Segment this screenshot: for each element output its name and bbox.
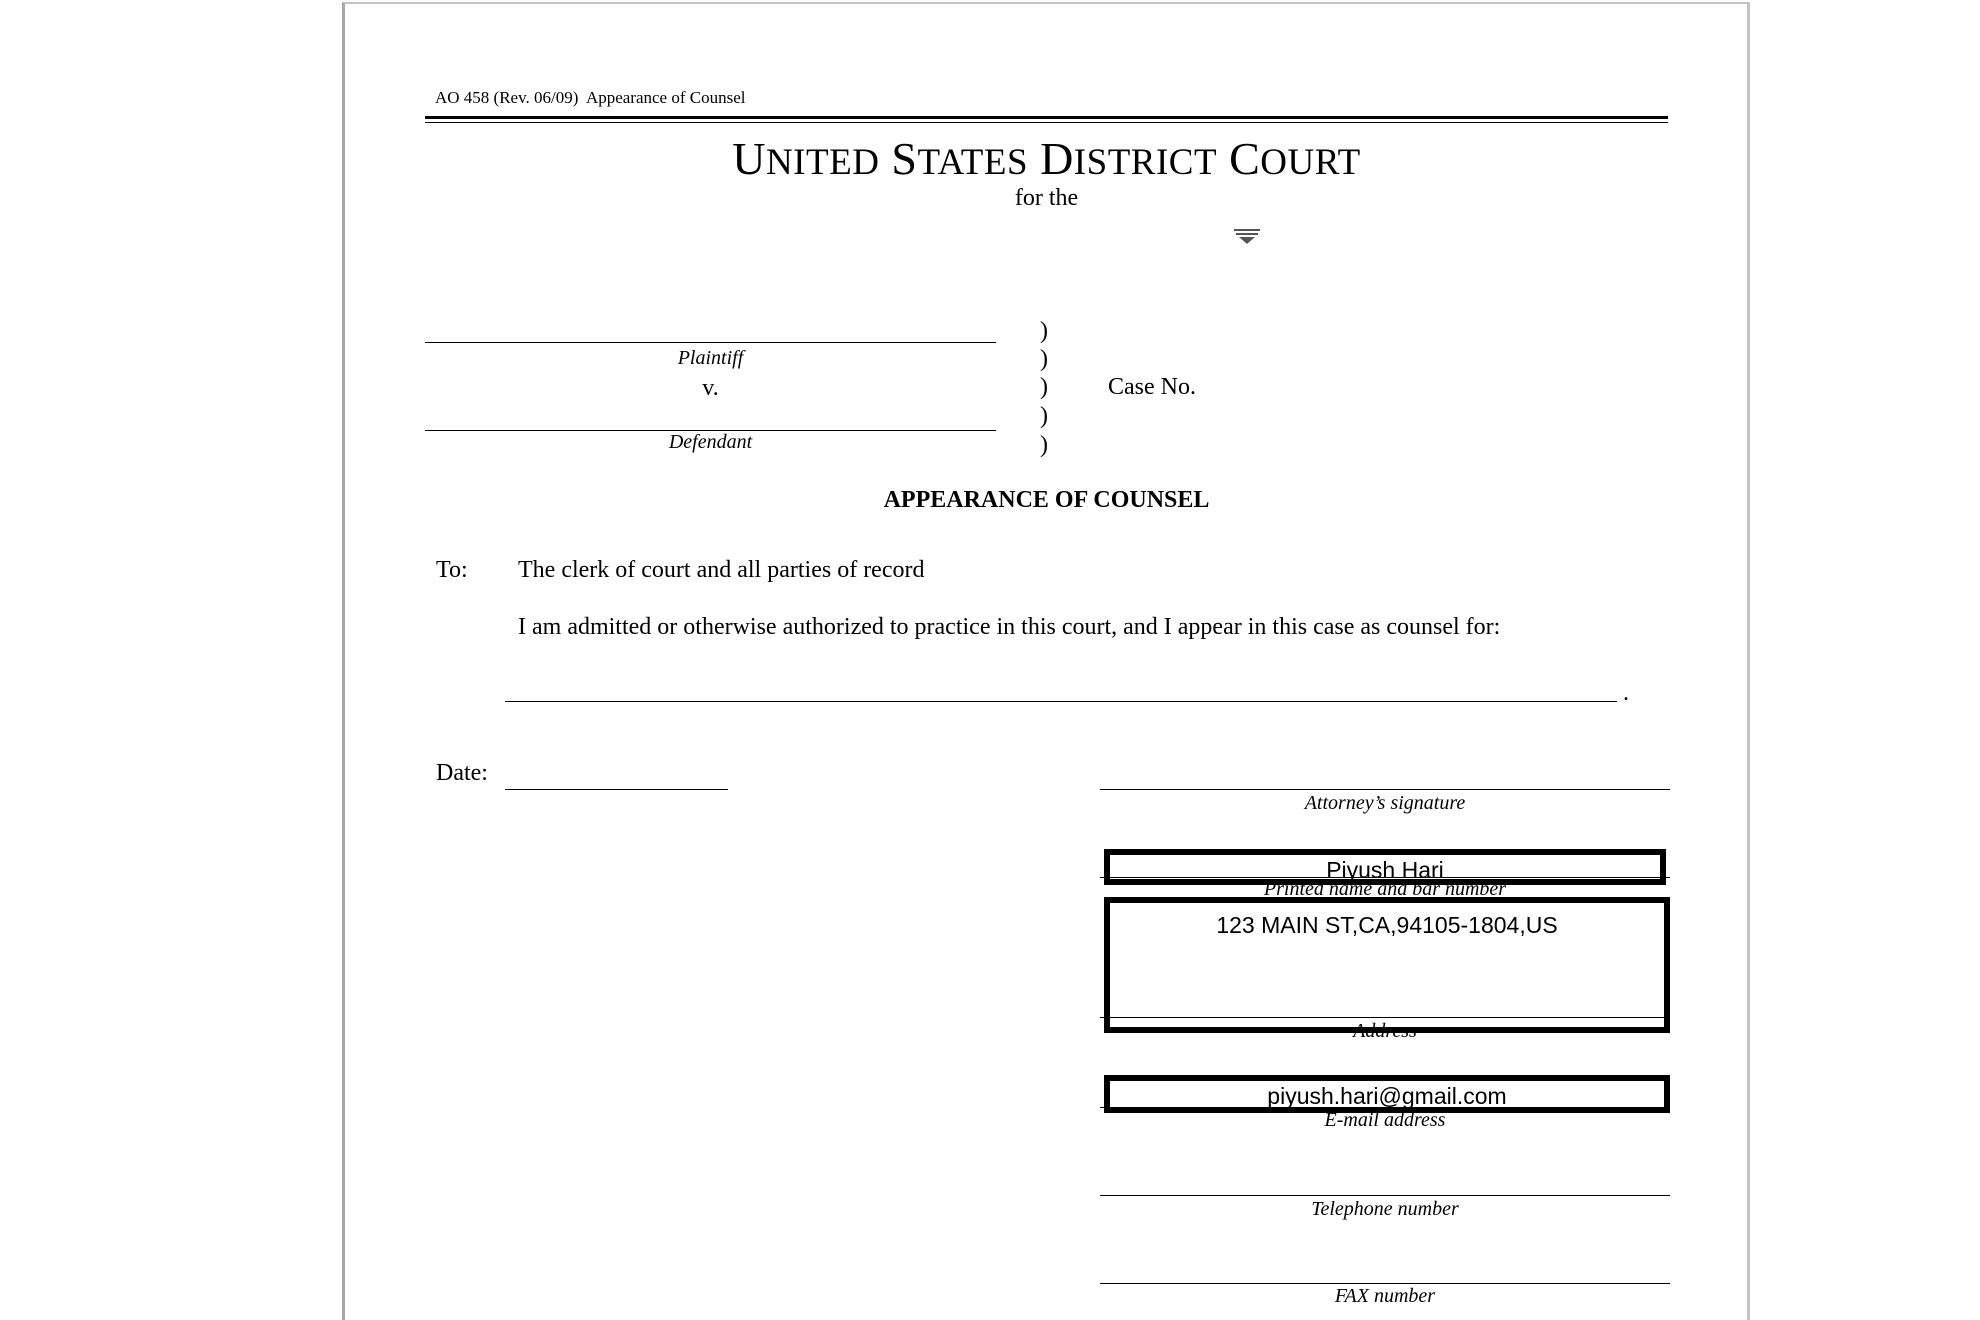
fax-label: FAX number xyxy=(1334,1285,1436,1307)
caption-paren: ) xyxy=(1040,374,1048,400)
telephone-label: Telephone number xyxy=(1311,1198,1459,1220)
to-text: The clerk of court and all parties of record xyxy=(518,557,925,583)
caption-paren: ) xyxy=(1040,403,1048,429)
section-heading: APPEARANCE OF COUNSEL xyxy=(883,487,1210,513)
date-field-line[interactable] xyxy=(505,789,728,790)
signature-label: Attorney’s signature xyxy=(1304,792,1466,814)
versus-text: v. xyxy=(702,375,719,401)
caption-paren: ) xyxy=(1040,346,1048,372)
plaintiff-line[interactable] xyxy=(425,342,996,343)
defendant-label: Defendant xyxy=(668,431,753,453)
to-label: To: xyxy=(436,557,468,583)
dropdown-arrow-icon[interactable] xyxy=(1234,229,1260,245)
court-title: UNITED STATES DISTRICT COURT xyxy=(732,133,1361,184)
sentence-period: . xyxy=(1623,680,1629,706)
header-rule-thin xyxy=(425,122,1668,123)
appearance-statement: I am admitted or otherwise authorized to practice in this court, and I appear in this case as counsel for: xyxy=(518,614,1501,640)
case-number-label: Case No. xyxy=(1108,374,1196,400)
signature-line[interactable] xyxy=(1100,789,1670,790)
email-label: E-mail address xyxy=(1324,1109,1446,1131)
caption-paren: ) xyxy=(1040,318,1048,344)
printed-name-field[interactable]: Piyush Hari xyxy=(1104,849,1666,885)
fax-line[interactable] xyxy=(1100,1283,1670,1284)
address-field[interactable]: 123 MAIN ST,CA,94105-1804,US xyxy=(1104,897,1670,1033)
form-id-line: AO 458 (Rev. 06/09) Appearance of Counsel xyxy=(435,88,746,107)
header-rule-thick xyxy=(425,116,1668,119)
telephone-line[interactable] xyxy=(1100,1195,1670,1196)
date-label: Date: xyxy=(436,760,488,786)
counsel-for-line[interactable] xyxy=(505,701,1617,702)
plaintiff-label: Plaintiff xyxy=(677,347,744,369)
address-label: Address xyxy=(1353,1020,1417,1042)
for-the-text: for the xyxy=(1014,185,1079,211)
printed-name-label: Printed name and bar number xyxy=(1263,878,1507,900)
caption-paren: ) xyxy=(1040,432,1048,458)
email-field[interactable]: piyush.hari@gmail.com xyxy=(1104,1075,1670,1113)
